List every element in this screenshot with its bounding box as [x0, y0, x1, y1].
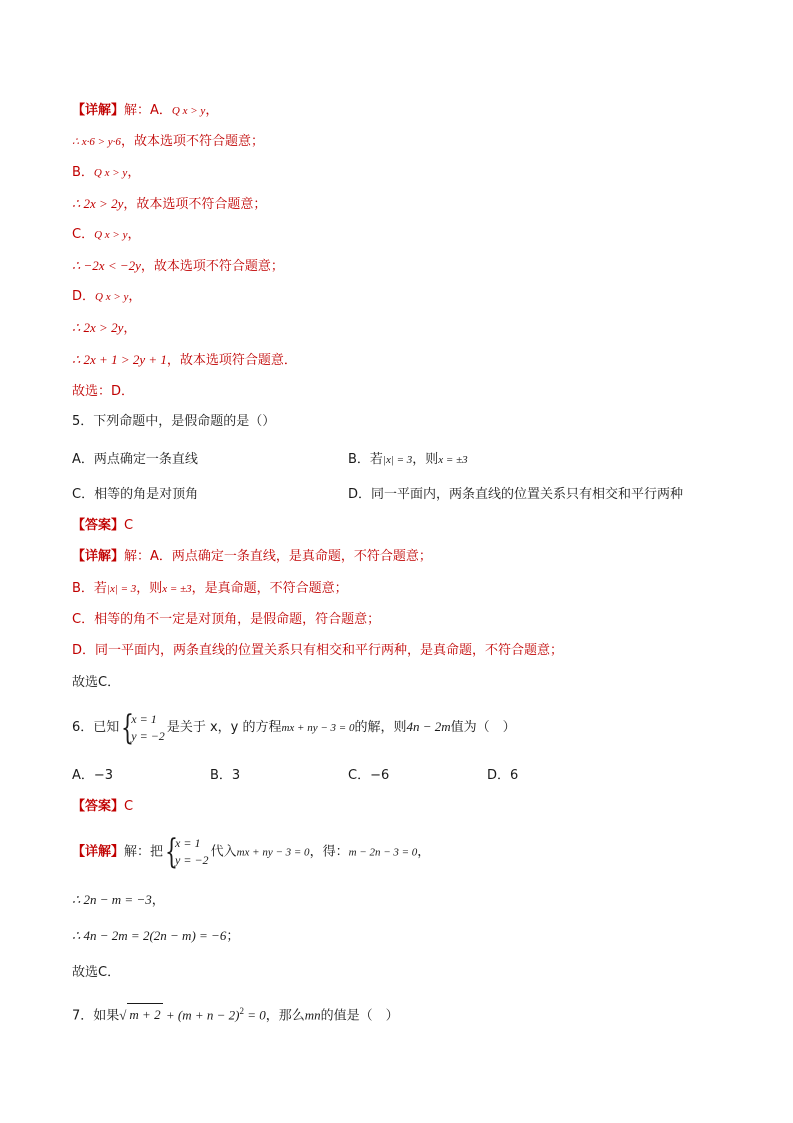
q4-detail-line-6: ∴ −2x < −2y，故本选项不符合题意； — [72, 258, 284, 274]
q6-detail-line-3: ∴ 4n − 2m = 2(2n − m) = −6； — [72, 928, 240, 944]
q4-detail-line-9: ∴ 2x + 1 > 2y + 1，故本选项符合题意． — [72, 352, 297, 368]
q4-detail-line-2: ∴ x·6 > y·6，故本选项不符合题意； — [72, 134, 264, 149]
q7-stem: 7．如果√ $m + 2 + (m + n - 2)^2 = 0$，那么mn的值是（ ） — [72, 1000, 399, 1027]
q6-detail-line-2: ∴ 2n − m = −3， — [72, 892, 165, 908]
q5-detail-line-2: B．若|x| = 3，则x = ±3，是真命题，不符合题意； — [72, 581, 348, 596]
sqrt-sign: √ — [119, 1007, 127, 1023]
q5-option-d: D．同一平面内，两条直线的位置关系只有相交和平行两种 — [348, 487, 684, 502]
q6-option-b: B．3 — [210, 768, 241, 783]
q5-detail-line-3: C．相等的角不一定是对顶角，是假命题，符合题意； — [72, 612, 381, 627]
q4-detail-line-4: ∴ 2x > 2y，故本选项不符合题意； — [72, 196, 267, 212]
q5-option-a: A．两点确定一条直线 — [72, 452, 198, 467]
answer-tag: 【答案】 — [72, 518, 125, 533]
q4-detail-line-7: D．Q x > y， — [72, 289, 142, 304]
q5-option-b: B．若|x| = 3，则x = ±3 — [348, 452, 468, 467]
q6-detail-line-1: 【详解】解：把 { x = 1 y = −2 代入mx + ny − 3 = 0，得：m − 2n − 3 = 0， — [72, 832, 431, 872]
q5-answer: 【答案】C — [72, 518, 134, 533]
sqrt-radicand: m + 2 — [127, 1003, 162, 1026]
q6-conclusion: 故选C． — [72, 965, 121, 980]
q4-detail-line-8: ∴ 2x > 2y， — [72, 320, 137, 336]
q4-conclusion: 故选：D． — [72, 384, 135, 399]
detail-tag: 【详解】 — [72, 103, 125, 118]
q6-equation-system: { x = 1 y = −2 — [121, 707, 165, 748]
q6-detail-equation-system: { x = 1 y = −2 — [165, 832, 209, 872]
q5-option-c: C．相等的角是对顶角 — [72, 487, 199, 502]
q6-stem: 6．已知 { x = 1 y = −2 是关于 x，y 的方程mx + ny − 3 = 0的解，则4n − 2m值为（ ） — [72, 707, 516, 748]
q5-stem: 5．下列命题中，是假命题的是（） — [72, 414, 276, 429]
answer-tag: 【答案】 — [72, 799, 125, 814]
q4-detail-line-3: B．Q x > y， — [72, 165, 141, 180]
q5-detail-line-1: 【详解】解：A．两点确定一条直线，是真命题，不符合题意； — [72, 549, 432, 564]
q6-option-c: C．−6 — [348, 768, 390, 783]
q6-answer: 【答案】C — [72, 799, 134, 814]
detail-tag: 【详解】 — [72, 844, 125, 860]
q6-option-d: D．6 — [487, 768, 519, 783]
q6-option-a: A．−3 — [72, 768, 114, 783]
q5-conclusion: 故选C． — [72, 675, 121, 690]
q4-detail-line-5: C．Q x > y， — [72, 227, 141, 242]
detail-tag: 【详解】 — [72, 549, 125, 564]
q4-detail-line-1: 【详解】解：A．Q x > y， — [72, 103, 219, 118]
q5-detail-line-4: D．同一平面内，两条直线的位置关系只有相交和平行两种，是真命题，不符合题意； — [72, 643, 564, 658]
